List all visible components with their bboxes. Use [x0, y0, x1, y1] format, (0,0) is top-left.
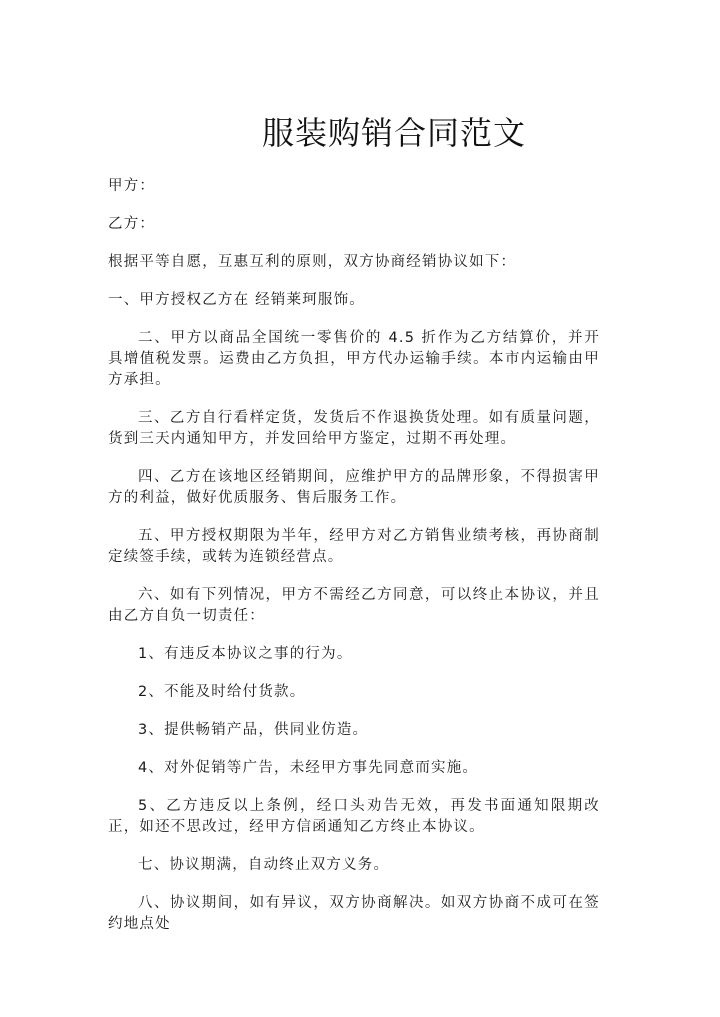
sub-item-2: 2、不能及时给付货款。: [138, 684, 306, 700]
sub-item-3: 3、提供畅销产品，供同业仿造。: [138, 722, 369, 738]
clause-2: 二、甲方以商品全国统一零售价的 4.5 折作为乙方结算价，并开具增值税发票。运费由乙方负担，甲方代办运输手续。本市内运输由甲方承担。: [108, 330, 600, 388]
clause-3: 三、乙方自行看样定货，发货后不作退换货处理。如有质量问题，货到三天内通知甲方，并发回给甲方鉴定，过期不再处理。: [108, 410, 600, 447]
sub-item-1: 1、有违反本协议之事的行为。: [138, 646, 353, 662]
party-b-label: 乙方：: [108, 216, 156, 232]
clause-8: 八、协议期间，如有异议，双方协商解决。如双方协商不成可在签约地点处: [108, 895, 600, 932]
sub-item-4: 4、对外促销等广告，未经甲方事先同意而实施。: [138, 760, 479, 776]
clause-6: 六、如有下列情况，甲方不需经乙方同意，可以终止本协议，并且由乙方自负一切责任：: [108, 587, 600, 624]
clause-4: 四、乙方在该地区经销期间，应维护甲方的品牌形象，不得损害甲方的利益，做好优质服务、售后服务工作。: [108, 469, 600, 506]
clause-5: 五、甲方授权期限为半年，经甲方对乙方销售业绩考核，再协商制定续签手续，或转为连锁经营点。: [108, 528, 600, 565]
document-title: 服装购销合同范文: [261, 114, 526, 152]
party-a-label: 甲方：: [108, 178, 156, 194]
clause-1: 一、甲方授权乙方在 经销莱珂服饰。: [108, 292, 366, 308]
clause-7: 七、协议期满，自动终止双方义务。: [138, 857, 390, 873]
preamble: 根据平等自愿，互惠互利的原则，双方协商经销协议如下：: [108, 254, 517, 270]
document-body: [108, 176, 600, 952]
sub-item-5: 5、乙方违反以上条例，经口头劝告无效，再发书面通知限期改正，如还不思改过，经甲方信函通知乙方终止本协议。: [108, 798, 600, 835]
